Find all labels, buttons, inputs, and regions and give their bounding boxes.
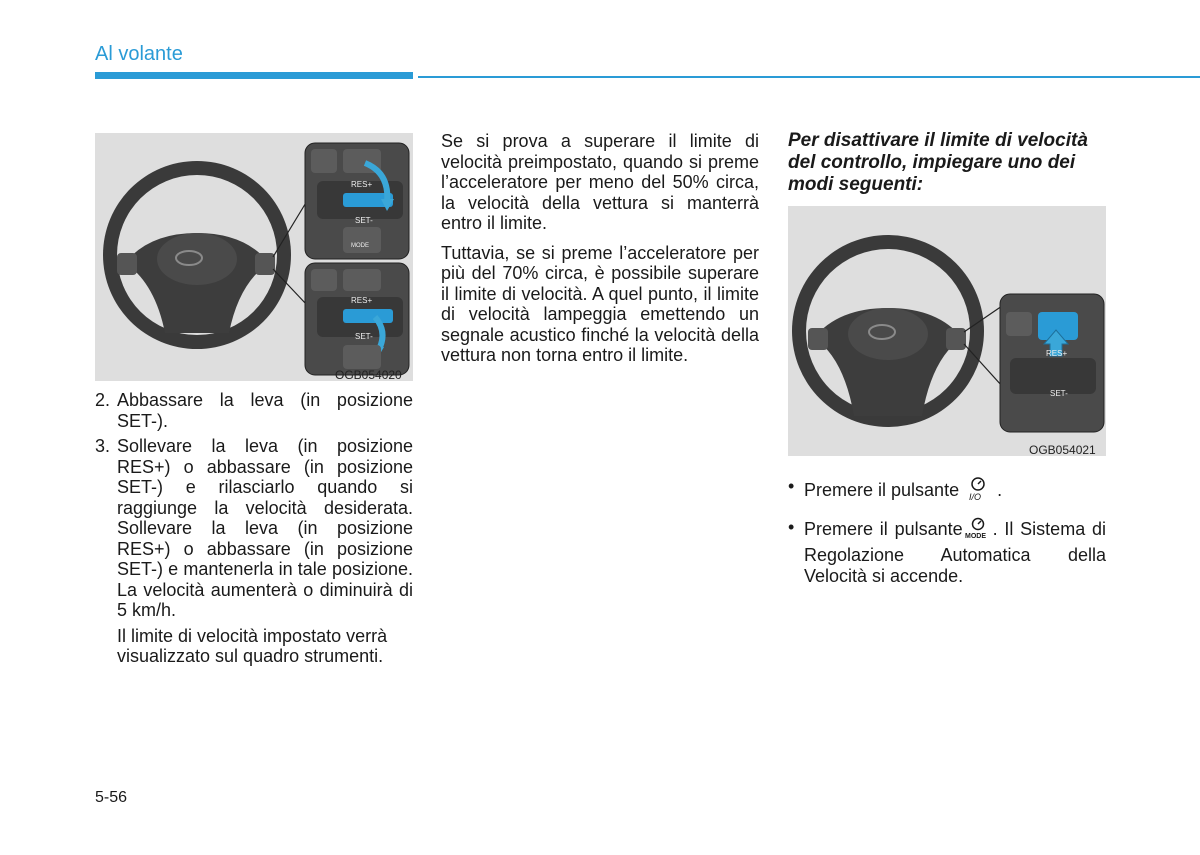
list-item-number: 3.: [95, 436, 111, 456]
bullet-list-right: [788, 476, 1106, 596]
header-rule-thin: [418, 76, 1200, 78]
list-item-text: Abbassare la leva (in posizione SET-).: [117, 390, 413, 431]
inset2-set-label: SET-: [355, 332, 373, 341]
speed-mode-icon: [965, 517, 991, 546]
list-item: [95, 390, 413, 431]
inset1-set-label: SET-: [355, 216, 373, 225]
column-middle: [441, 131, 759, 375]
speed-limit-io-icon: [966, 476, 990, 507]
bullet-dot: •: [788, 476, 795, 496]
section-title: Al volante: [95, 43, 183, 65]
numbered-list-left: [95, 390, 413, 667]
bullet-text: . Il Sistema di Regolazione Automatica della Velocità si accende.: [804, 518, 1106, 586]
bullet-text: .: [997, 480, 1003, 500]
icon-mode-label: MODE: [964, 532, 986, 540]
figure-caption-left: OGB054020: [335, 368, 402, 382]
steering-wheel-illustration: [95, 133, 413, 381]
list-item-number: 2.: [95, 390, 111, 410]
inset-res-label: RES+: [1046, 349, 1068, 358]
figure-steering-wheel-right: [788, 206, 1106, 456]
bullet-dot: •: [788, 516, 795, 537]
figure-steering-wheel-left: [95, 133, 413, 381]
inset1-res-label: RES+: [351, 180, 373, 189]
header-rule-thick: [95, 72, 413, 79]
list-item: [788, 476, 1106, 507]
list-item: [788, 517, 1106, 587]
bullet-text: Premere il pulsante: [804, 518, 963, 539]
icon-io-label: I/O: [969, 492, 982, 502]
list-item-text: Sollevare la leva (in posizione RES+) o abbassare (in posizione SET-) e rilasciarlo quando si raggiunge la velocità desiderata. Sollevare la leva (in posizione RES+) o abbassare (in posizione SET-) e mantenerla in tale posizione. La velocità aumenterà o diminuirà di 5 km/h.: [117, 436, 413, 620]
paragraph: Se si prova a superare il limite di velocità preimpostato, quando si preme l’acceleratore per meno del 50% circa, la velocità della vettura si manterrà entro il limite.: [441, 131, 759, 233]
steering-wheel-illustration: [788, 206, 1106, 456]
list-item-note: Il limite di velocità impostato verrà visualizzato sul quadro strumenti.: [117, 625, 388, 666]
paragraph: Tuttavia, se si preme l’acceleratore per più del 70% circa, è possibile superare il limite di velocità. A quel punto, il limite di velocità lampeggia emettendo un segnale acustico finché la velocità della vettura non torna entro il limite.: [441, 242, 759, 365]
inset1-mode-label: MODE: [351, 243, 369, 249]
bullet-text: Premere il pulsante: [804, 480, 960, 500]
inset-set-label: SET-: [1050, 389, 1068, 398]
inset2-res-label: RES+: [351, 296, 373, 305]
page-number: 5-56: [95, 789, 128, 806]
subsection-heading: Per disattivare il limite di velocità del controllo, impiegare uno dei modi seguenti:: [788, 130, 1088, 195]
figure-caption-right: OGB054021: [1029, 443, 1096, 457]
list-item: [95, 436, 413, 621]
